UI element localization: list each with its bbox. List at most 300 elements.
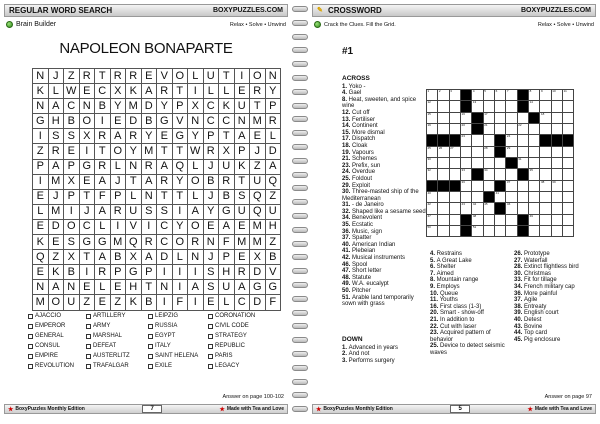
grid-cell[interactable]: M [110, 235, 126, 250]
crossword-cell[interactable] [540, 169, 551, 180]
crossword-cell[interactable] [461, 203, 472, 214]
grid-cell[interactable]: G [219, 204, 235, 219]
word-item[interactable] [28, 351, 86, 361]
grid-cell[interactable]: M [250, 235, 266, 250]
grid-cell[interactable]: O [48, 295, 64, 310]
grid-cell[interactable]: E [234, 84, 250, 99]
grid-cell[interactable]: T [219, 69, 235, 84]
grid-cell[interactable]: C [157, 235, 173, 250]
grid-cell[interactable]: O [110, 144, 126, 159]
grid-cell[interactable]: W [188, 144, 204, 159]
grid-cell[interactable]: I [172, 265, 188, 280]
grid-cell[interactable]: O [250, 69, 266, 84]
crossword-cell[interactable] [563, 146, 574, 157]
grid-cell[interactable]: N [126, 159, 142, 174]
crossword-cell[interactable] [506, 214, 517, 225]
grid-cell[interactable]: P [110, 189, 126, 204]
crossword-cell[interactable] [563, 124, 574, 135]
word-item[interactable] [148, 351, 208, 361]
checkbox-icon[interactable] [28, 344, 33, 349]
grid-cell[interactable]: I [157, 265, 173, 280]
crossword-cell[interactable] [540, 124, 551, 135]
grid-cell[interactable]: K [48, 265, 64, 280]
crossword-cell[interactable] [551, 146, 562, 157]
word-item[interactable] [148, 331, 208, 341]
grid-cell[interactable]: T [141, 280, 157, 295]
grid-cell[interactable]: L [188, 159, 204, 174]
crossword-cell[interactable] [461, 169, 472, 180]
grid-cell[interactable]: U [234, 99, 250, 114]
grid-cell[interactable]: P [64, 189, 80, 204]
crossword-cell[interactable] [529, 90, 540, 101]
crossword-cell[interactable] [483, 169, 494, 180]
checkbox-icon[interactable] [208, 354, 213, 359]
crossword-cell[interactable] [529, 135, 540, 146]
grid-cell[interactable]: R [250, 84, 266, 99]
crossword-cell[interactable] [472, 135, 483, 146]
crossword-cell[interactable] [495, 192, 506, 203]
checkbox-icon[interactable] [86, 354, 91, 359]
grid-cell[interactable]: X [110, 84, 126, 99]
grid-cell[interactable]: B [141, 114, 157, 129]
grid-cell[interactable]: L [188, 69, 204, 84]
word-item[interactable] [86, 321, 148, 331]
crossword-cell[interactable] [427, 112, 438, 123]
crossword-cell[interactable] [563, 192, 574, 203]
grid-cell[interactable]: K [126, 84, 142, 99]
grid-cell[interactable]: E [64, 144, 80, 159]
grid-cell[interactable]: G [126, 265, 142, 280]
grid-cell[interactable]: B [110, 250, 126, 265]
grid-cell[interactable]: V [157, 69, 173, 84]
grid-cell[interactable]: O [79, 114, 95, 129]
checkbox-icon[interactable] [28, 334, 33, 339]
grid-cell[interactable]: L [219, 84, 235, 99]
grid-cell[interactable]: C [203, 99, 219, 114]
grid-cell[interactable]: R [95, 129, 111, 144]
word-item[interactable] [86, 361, 148, 371]
crossword-cell[interactable] [517, 146, 528, 157]
grid-cell[interactable]: O [172, 235, 188, 250]
crossword-cell[interactable] [438, 90, 449, 101]
grid-cell[interactable]: I [234, 69, 250, 84]
grid-cell[interactable]: R [219, 174, 235, 189]
grid-cell[interactable]: R [95, 159, 111, 174]
grid-cell[interactable]: T [172, 189, 188, 204]
grid-cell[interactable]: Z [265, 235, 281, 250]
grid-cell[interactable]: R [126, 129, 142, 144]
crossword-cell[interactable] [427, 158, 438, 169]
grid-cell[interactable]: K [126, 295, 142, 310]
grid-cell[interactable]: E [95, 295, 111, 310]
grid-cell[interactable]: Y [110, 99, 126, 114]
grid-cell[interactable]: K [219, 99, 235, 114]
crossword-cell[interactable] [483, 180, 494, 191]
grid-cell[interactable]: A [188, 280, 204, 295]
grid-cell[interactable]: P [265, 99, 281, 114]
crossword-cell[interactable] [427, 146, 438, 157]
grid-cell[interactable]: A [141, 250, 157, 265]
grid-cell[interactable]: F [265, 295, 281, 310]
grid-cell[interactable]: L [203, 84, 219, 99]
checkbox-icon[interactable] [208, 334, 213, 339]
grid-cell[interactable]: P [172, 99, 188, 114]
grid-cell[interactable]: C [79, 219, 95, 234]
grid-cell[interactable]: I [141, 219, 157, 234]
crossword-cell[interactable] [506, 169, 517, 180]
crossword-cell[interactable] [438, 203, 449, 214]
crossword-cell[interactable] [427, 192, 438, 203]
grid-cell[interactable]: H [265, 219, 281, 234]
grid-cell[interactable]: X [250, 250, 266, 265]
grid-cell[interactable]: L [265, 129, 281, 144]
grid-cell[interactable]: J [203, 250, 219, 265]
grid-cell[interactable]: T [250, 99, 266, 114]
grid-cell[interactable]: E [79, 174, 95, 189]
grid-cell[interactable]: D [141, 99, 157, 114]
grid-cell[interactable]: H [219, 265, 235, 280]
crossword-cell[interactable] [472, 226, 483, 237]
grid-cell[interactable]: E [79, 280, 95, 295]
grid-cell[interactable]: Y [141, 129, 157, 144]
crossword-cell[interactable] [472, 192, 483, 203]
grid-cell[interactable]: N [157, 280, 173, 295]
crossword-cell[interactable] [461, 180, 472, 191]
grid-cell[interactable]: S [234, 189, 250, 204]
grid-cell[interactable]: Y [265, 84, 281, 99]
grid-cell[interactable]: R [110, 204, 126, 219]
grid-cell[interactable]: S [64, 129, 80, 144]
crossword-cell[interactable] [551, 226, 562, 237]
crossword-cell[interactable] [495, 112, 506, 123]
crossword-cell[interactable] [551, 101, 562, 112]
crossword-cell[interactable] [472, 214, 483, 225]
crossword-cell[interactable] [495, 226, 506, 237]
grid-cell[interactable]: T [172, 84, 188, 99]
grid-cell[interactable]: J [250, 144, 266, 159]
crossword-cell[interactable] [495, 90, 506, 101]
grid-cell[interactable]: N [64, 280, 80, 295]
grid-cell[interactable]: Q [265, 174, 281, 189]
grid-cell[interactable]: Y [172, 219, 188, 234]
crossword-cell[interactable] [449, 112, 460, 123]
grid-cell[interactable]: B [95, 99, 111, 114]
crossword-cell[interactable] [563, 180, 574, 191]
grid-cell[interactable]: N [234, 114, 250, 129]
crossword-cell[interactable] [438, 169, 449, 180]
crossword-cell[interactable] [551, 112, 562, 123]
grid-cell[interactable]: A [265, 159, 281, 174]
crossword-cell[interactable] [506, 90, 517, 101]
crossword-cell[interactable] [563, 226, 574, 237]
grid-cell[interactable]: Z [33, 144, 49, 159]
grid-cell[interactable]: U [126, 204, 142, 219]
crossword-cell[interactable] [495, 214, 506, 225]
crossword-cell[interactable] [506, 180, 517, 191]
grid-cell[interactable]: O [188, 219, 204, 234]
grid-cell[interactable]: J [110, 174, 126, 189]
crossword-cell[interactable] [495, 101, 506, 112]
grid-cell[interactable]: D [265, 144, 281, 159]
word-item[interactable] [86, 331, 148, 341]
grid-cell[interactable]: Z [250, 159, 266, 174]
grid-cell[interactable]: E [157, 129, 173, 144]
grid-cell[interactable]: L [95, 219, 111, 234]
grid-cell[interactable]: T [95, 69, 111, 84]
grid-cell[interactable]: M [126, 99, 142, 114]
crossword-cell[interactable] [563, 158, 574, 169]
word-item[interactable] [148, 341, 208, 351]
grid-cell[interactable]: F [95, 189, 111, 204]
grid-cell[interactable]: R [48, 144, 64, 159]
grid-cell[interactable]: Y [157, 99, 173, 114]
grid-cell[interactable]: L [33, 204, 49, 219]
crossword-cell[interactable] [529, 226, 540, 237]
grid-cell[interactable]: E [33, 189, 49, 204]
grid-cell[interactable]: Q [33, 250, 49, 265]
grid-cell[interactable]: X [126, 250, 142, 265]
crossword-cell[interactable] [438, 124, 449, 135]
checkbox-icon[interactable] [148, 344, 153, 349]
grid-cell[interactable]: M [48, 174, 64, 189]
grid-cell[interactable]: N [33, 69, 49, 84]
checkbox-icon[interactable] [86, 314, 91, 319]
crossword-cell[interactable] [506, 192, 517, 203]
grid-cell[interactable]: X [64, 174, 80, 189]
grid-cell[interactable]: I [188, 295, 204, 310]
crossword-cell[interactable] [506, 203, 517, 214]
checkbox-icon[interactable] [148, 364, 153, 369]
checkbox-icon[interactable] [208, 364, 213, 369]
crossword-cell[interactable] [563, 112, 574, 123]
crossword-cell[interactable] [540, 90, 551, 101]
crossword-cell[interactable] [483, 146, 494, 157]
crossword-cell[interactable] [517, 192, 528, 203]
grid-cell[interactable]: N [203, 235, 219, 250]
grid-cell[interactable]: Y [188, 129, 204, 144]
grid-cell[interactable]: N [141, 189, 157, 204]
grid-cell[interactable]: L [172, 250, 188, 265]
grid-cell[interactable]: M [234, 235, 250, 250]
grid-cell[interactable]: I [172, 280, 188, 295]
grid-cell[interactable]: P [33, 159, 49, 174]
word-item[interactable] [208, 311, 278, 321]
checkbox-icon[interactable] [208, 314, 213, 319]
crossword-cell[interactable] [551, 169, 562, 180]
grid-cell[interactable]: A [110, 129, 126, 144]
grid-cell[interactable]: E [203, 295, 219, 310]
grid-cell[interactable]: C [219, 114, 235, 129]
checkbox-icon[interactable] [86, 324, 91, 329]
grid-cell[interactable]: N [79, 99, 95, 114]
grid-cell[interactable]: R [95, 265, 111, 280]
checkbox-icon[interactable] [28, 324, 33, 329]
crossword-cell[interactable] [483, 90, 494, 101]
grid-cell[interactable]: G [172, 129, 188, 144]
checkbox-icon[interactable] [28, 354, 33, 359]
grid-cell[interactable]: S [141, 204, 157, 219]
grid-cell[interactable]: Z [265, 189, 281, 204]
crossword-cell[interactable] [495, 169, 506, 180]
crossword-cell[interactable] [483, 214, 494, 225]
crossword-cell[interactable] [438, 158, 449, 169]
grid-cell[interactable]: A [48, 99, 64, 114]
grid-cell[interactable]: V [172, 114, 188, 129]
grid-cell[interactable]: L [188, 189, 204, 204]
grid-cell[interactable]: L [219, 295, 235, 310]
grid-cell[interactable]: D [157, 250, 173, 265]
grid-cell[interactable]: E [33, 265, 49, 280]
crossword-cell[interactable] [461, 124, 472, 135]
crossword-cell[interactable] [517, 203, 528, 214]
grid-cell[interactable]: Q [250, 189, 266, 204]
grid-cell[interactable]: A [48, 159, 64, 174]
crossword-cell[interactable] [563, 101, 574, 112]
crossword-cell[interactable] [427, 226, 438, 237]
grid-cell[interactable]: E [234, 219, 250, 234]
crossword-cell[interactable] [540, 214, 551, 225]
crossword-cell[interactable] [540, 101, 551, 112]
crossword-cell[interactable] [563, 203, 574, 214]
crossword-cell[interactable] [449, 90, 460, 101]
crossword-cell[interactable] [517, 135, 528, 146]
crossword-cell[interactable] [438, 192, 449, 203]
grid-cell[interactable]: T [219, 129, 235, 144]
grid-cell[interactable]: E [203, 219, 219, 234]
word-item[interactable] [28, 321, 86, 331]
grid-cell[interactable]: C [203, 114, 219, 129]
crossword-cell[interactable] [427, 90, 438, 101]
word-item[interactable] [86, 341, 148, 351]
checkbox-icon[interactable] [148, 324, 153, 329]
crossword-cell[interactable] [483, 112, 494, 123]
crossword-cell[interactable] [449, 146, 460, 157]
crossword-cell[interactable] [461, 112, 472, 123]
grid-cell[interactable]: P [219, 250, 235, 265]
grid-cell[interactable]: Z [79, 295, 95, 310]
checkbox-icon[interactable] [28, 364, 33, 369]
crossword-cell[interactable] [563, 90, 574, 101]
word-item[interactable] [148, 321, 208, 331]
crossword-cell[interactable] [517, 158, 528, 169]
grid-cell[interactable]: R [141, 159, 157, 174]
grid-cell[interactable]: R [157, 174, 173, 189]
grid-cell[interactable]: Y [172, 174, 188, 189]
crossword-cell[interactable] [495, 158, 506, 169]
grid-cell[interactable]: B [64, 265, 80, 280]
grid-cell[interactable]: R [265, 114, 281, 129]
crossword-cell[interactable] [506, 101, 517, 112]
grid-cell[interactable]: X [64, 250, 80, 265]
grid-cell[interactable]: G [95, 235, 111, 250]
grid-cell[interactable]: J [203, 189, 219, 204]
word-item[interactable] [28, 311, 86, 321]
grid-cell[interactable]: E [48, 235, 64, 250]
grid-cell[interactable]: M [33, 295, 49, 310]
grid-cell[interactable]: J [48, 189, 64, 204]
grid-cell[interactable]: F [172, 295, 188, 310]
grid-cell[interactable]: I [64, 204, 80, 219]
grid-cell[interactable]: L [95, 280, 111, 295]
word-item[interactable] [208, 361, 278, 371]
crossword-cell[interactable] [506, 112, 517, 123]
crossword-cell[interactable] [449, 158, 460, 169]
word-item[interactable] [148, 311, 208, 321]
grid-cell[interactable]: X [188, 99, 204, 114]
grid-cell[interactable]: L [126, 189, 142, 204]
crossword-cell[interactable] [438, 214, 449, 225]
grid-cell[interactable]: O [64, 219, 80, 234]
grid-cell[interactable]: I [188, 265, 204, 280]
grid-cell[interactable]: Z [64, 69, 80, 84]
grid-cell[interactable]: I [79, 265, 95, 280]
grid-cell[interactable]: Q [250, 204, 266, 219]
crossword-cell[interactable] [540, 180, 551, 191]
grid-cell[interactable]: A [219, 219, 235, 234]
crossword-cell[interactable] [551, 124, 562, 135]
crossword-cell[interactable] [449, 169, 460, 180]
crossword-cell[interactable] [529, 146, 540, 157]
grid-cell[interactable]: I [188, 84, 204, 99]
grid-cell[interactable]: N [33, 99, 49, 114]
crossword-cell[interactable] [540, 146, 551, 157]
crossword-cell[interactable] [461, 135, 472, 146]
checkbox-icon[interactable] [86, 334, 91, 339]
crossword-cell[interactable] [483, 101, 494, 112]
grid-cell[interactable]: W [64, 84, 80, 99]
crossword-cell[interactable] [517, 124, 528, 135]
crossword-cell[interactable] [483, 226, 494, 237]
crossword-cell[interactable] [427, 214, 438, 225]
grid-cell[interactable]: Z [48, 250, 64, 265]
crossword-cell[interactable] [438, 101, 449, 112]
crossword-cell[interactable] [529, 158, 540, 169]
crossword-cell[interactable] [461, 146, 472, 157]
grid-cell[interactable]: R [141, 235, 157, 250]
checkbox-icon[interactable] [148, 314, 153, 319]
grid-cell[interactable]: X [79, 129, 95, 144]
crossword-cell[interactable] [540, 203, 551, 214]
grid-cell[interactable]: B [203, 174, 219, 189]
grid-cell[interactable]: U [203, 69, 219, 84]
grid-cell[interactable]: M [250, 219, 266, 234]
crossword-cell[interactable] [427, 169, 438, 180]
grid-cell[interactable]: S [203, 280, 219, 295]
crossword-cell[interactable] [529, 124, 540, 135]
grid-cell[interactable]: R [126, 69, 142, 84]
word-item[interactable] [86, 351, 148, 361]
grid-cell[interactable]: D [250, 265, 266, 280]
grid-cell[interactable]: B [265, 250, 281, 265]
grid-cell[interactable]: A [95, 204, 111, 219]
grid-cell[interactable]: R [203, 144, 219, 159]
crossword-cell[interactable] [472, 101, 483, 112]
grid-cell[interactable]: Q [172, 159, 188, 174]
grid-cell[interactable]: C [157, 219, 173, 234]
grid-cell[interactable]: C [95, 84, 111, 99]
crossword-cell[interactable] [461, 192, 472, 203]
crossword-cell[interactable] [529, 203, 540, 214]
crossword-cell[interactable] [551, 192, 562, 203]
grid-cell[interactable]: G [33, 114, 49, 129]
grid-cell[interactable]: S [64, 235, 80, 250]
grid-cell[interactable]: U [265, 204, 281, 219]
grid-cell[interactable]: J [48, 69, 64, 84]
crossword-cell[interactable] [529, 169, 540, 180]
word-item[interactable] [208, 341, 278, 351]
word-item[interactable] [208, 331, 278, 341]
grid-cell[interactable]: V [265, 265, 281, 280]
